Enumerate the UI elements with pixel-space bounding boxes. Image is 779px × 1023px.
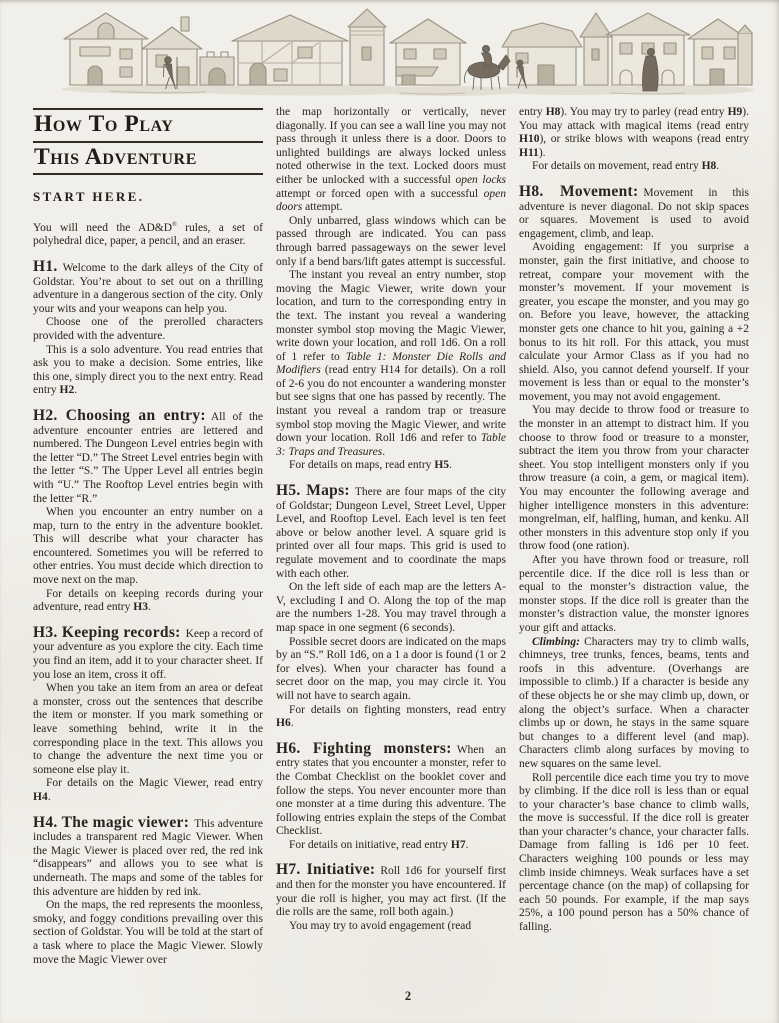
text-run: There are four maps of the city of Goldstar; Dungeon Level, Street Level, Upper Level, and Rooftop Level. Each level is ten feet above or below another level. A square grid is printed over all four maps. This grid is used to regulate movement and to coordinate the maps with each other.: [276, 486, 506, 580]
text-run: H4: [33, 790, 48, 803]
text-run: For details on fighting monsters, read entry: [289, 703, 506, 716]
text-run: Roll percentile dice each time you try to move by climbing. If the dice roll is less than or equal to your character’s base chance to climb walls, the move is successful. If the dice roll is greater than your character’s chance, your character falls. Damage from falling is 1d6 per 10 feet. Characters weighing 100 pounds or less may climb inside chimneys. Weak surfaces have a set percentage chance (on the map) of collapsing for each 50 pounds. For example, if the map says 25%, a 100 pound person has a 50% chance of falling.: [519, 771, 749, 934]
text-run: You may try to avoid engagement (read: [289, 919, 472, 932]
text-run: The instant you reveal an entry number, stop moving the Magic Viewer, write down your location, and turn to the corresponding entry in the text. The instant you reveal a wandering monster symbol stop moving the Magic Viewer, write down your location, and roll 1d6. On a roll of 1 refer to: [276, 269, 506, 363]
text-run: When an entry states that you encounter a monster, refer to the Combat Checklist on the booklet cover and follow the steps. You never encounter more than one monster at a time during this adventure. The following entries explain the steps of the Combat Checklist.: [276, 743, 506, 838]
column-right-text: [519, 106, 749, 935]
text-run: For details on movement, read entry: [532, 160, 702, 173]
text-run: entry: [519, 106, 546, 118]
text-run: .: [465, 838, 469, 851]
text-run: ).: [538, 146, 546, 159]
text-run: H3: [133, 601, 148, 614]
paragraph: [33, 506, 263, 588]
text-run: attempt or forced open with a successful: [276, 187, 484, 200]
section-heading: H7. Initiative:: [276, 861, 376, 879]
text-run: All of the adventure encounter entries are lettered and numbered. The Dungeon Level entries begin with the letter “D.” The Street Level entries begin with the letter “S.” The Upper Level all entries begin with “U.” The Rooftop Level entries begin with the letter “R.”: [33, 410, 263, 505]
column-middle: [276, 106, 506, 967]
text-run: Roll 1d6 for yourself first and then for the monster you have encountered. If your die roll is higher, you may act first. (If the die rolls are the same, roll both again.): [276, 865, 506, 919]
text-run: Welcome to the dark alleys of the City of Goldstar. You’re about to set out on a thrilling adventure in a dangerous section of the city. Only your wits and your weapons can help you.: [33, 262, 263, 315]
section-heading: H6. Fighting monsters:: [276, 739, 452, 757]
paragraph: [33, 344, 263, 398]
paragraph: [519, 241, 749, 404]
text-run: H6: [276, 717, 291, 730]
article-title: [33, 108, 263, 175]
text-run: H11: [519, 146, 539, 159]
text-run: After you have thrown food or treasure, roll percentile dice. If the dice roll is less than or equal to the monster’s distraction value, the monster stops. If the dice roll is greater than the monster’s distraction value, the monster ignores your gift and attacks.: [519, 554, 749, 634]
paragraph: [33, 899, 263, 967]
paragraph: [276, 581, 506, 635]
text-run: When you encounter an entry number on a map, turn to the entry in the adventure booklet. This will describe what your character has encountered. Sometimes you will be referred to other entries. You must decide which direction to move next on the map.: [33, 506, 263, 587]
text-run: .: [47, 790, 51, 803]
text-run: rules, a set of polyhedral dice, paper, a pencil, and an eraser.: [33, 221, 263, 248]
paragraph: [276, 106, 506, 215]
text-run: This adventure includes a transparent red Magic Viewer. When the Magic Viewer is placed over red, the red ink “disappears” and allows you to see what is underneath. The maps and some of the tables for this adventure are hidden by red ink.: [33, 817, 263, 898]
text-run: .: [716, 160, 720, 173]
text-run: .: [382, 445, 386, 458]
text-run: You will need the AD&D: [33, 221, 173, 234]
section-h3: [33, 623, 263, 682]
section-h8: [519, 182, 749, 241]
section-h1: [33, 260, 263, 316]
section-h4: [33, 813, 263, 900]
section-h5: [276, 484, 506, 581]
text-run: H2: [59, 384, 75, 397]
paragraph: [519, 554, 749, 636]
text-run: Characters may try to climb walls, chimneys, tree trunks, fences, beams, tents and roofs in this adventure. (Overhangs are impossible to climb.) If a character is beside any of these objects he or she may climb up, down, or along the object’s surface. When a character climbs up or down, he stays in the same square but changes to a different level (and map). Characters climb along surfaces by moving to new squares on the same level.: [519, 635, 749, 770]
text-run: .: [147, 601, 151, 614]
text-run: Keep a record of your adventure as you explore the city. Each time you find an item, add it to your character sheet. If you lose an item, cross it off.: [33, 627, 263, 681]
text-run: .: [449, 459, 452, 472]
section-heading: H3. Keeping records:: [33, 623, 181, 641]
text-run: Avoiding engagement: If you surprise a monster, gain the first initiative, and choose to retreat, compare your movement with the monster’s movement. If your movement is greater, you escape the monster, and you may go on. Before you leave, however, the attacking monster gets one chance to hit you, gaining a +2 bonus to its hit roll. For this attack, you must calculate your Armor Class as if you had no shield. Also, you cannot defend yourself. If your movement is less than or equal to the monster’s movement, you may not avoid engagement.: [519, 241, 749, 403]
text-run: When you take an item from an area or defeat a monster, cross out the sentences that describe the item or monster. If you mark something or leave something behind, write it in the corresponding place in the text. This allows you to change the adventure the next time you or someone else play it.: [33, 682, 263, 776]
text-run: ), or strike blows with weapons (read entry: [539, 133, 749, 146]
town-sketch-illustration: [50, 5, 754, 97]
title-line-2: This Adventure: [34, 143, 197, 170]
section-heading: H1.: [33, 258, 58, 276]
text-run: open doors: [276, 187, 506, 214]
paragraph: [33, 316, 263, 343]
section-heading: H5. Maps:: [276, 482, 350, 500]
text-run: On the maps, the red represents the moonless, smoky, and foggy conditions prevailing over this section of Goldstar. You will be told at the start of a task where to place the Magic Viewer. Slowly move the Magic Viewer over: [33, 899, 263, 966]
text-run: For details on the Magic Viewer, read entry: [46, 777, 263, 790]
column-left-text: [33, 218, 263, 967]
text-run: ®: [172, 221, 177, 228]
text-run: H5: [434, 459, 450, 472]
start-here-heading: START HERE.: [33, 189, 145, 204]
text-run: ). You may attack with magical items (read entry: [519, 106, 749, 132]
text-run: attempt.: [302, 201, 343, 214]
text-run: H8: [545, 106, 561, 118]
text-run: For details on initiative, read entry: [289, 838, 451, 851]
section-h6: [276, 739, 506, 839]
paragraph: [276, 636, 506, 704]
text-run: (read entry H14 for details). On a roll of 2-6 you do not encounter a wandering monster but see signs that one has passed by recently. The instant you reveal a random trap or treasure symbol stop moving the Magic Viewer, and write down your location. Roll 1d6 and refer to: [276, 364, 506, 445]
paragraph: [33, 588, 263, 615]
paragraph: [276, 459, 506, 473]
column-left: [33, 106, 263, 967]
paragraph: [276, 704, 506, 731]
paragraph: [276, 215, 506, 269]
paragraph: [33, 777, 263, 804]
paragraph: [33, 682, 263, 777]
column-right: [519, 106, 749, 967]
title-rule: [33, 173, 263, 175]
text-run: Only unbarred, glass windows which can be passed through are indicated. You can pass through barred passageways on the sewer level only if a bend bars/lift gates attempt is successful.: [276, 214, 506, 268]
paragraph: [519, 106, 749, 160]
text-run: .: [74, 384, 78, 397]
text-run: On the left side of each map are the letters A-V, excluding I and O. Along the top of the map are the numbers 1-28. You may travel through a map space in one segment (6 seconds).: [276, 581, 506, 634]
section-heading: H8. Movement:: [519, 182, 639, 200]
paragraph: [519, 404, 749, 554]
text-run: For details on maps, read entry: [289, 459, 435, 472]
text-run: Table 1: Monster Die Rolls and Modifiers: [276, 350, 506, 377]
text-run: This is a solo adventure. You read entries that ask you to make a decision. Some entries, like this one, simply direct you to the next entry. Read entry: [33, 343, 263, 397]
paragraph: [519, 160, 749, 174]
page-columns: [33, 106, 749, 967]
text-run: Table 3: Traps and Treasures: [276, 432, 506, 458]
text-run: H9: [727, 106, 743, 118]
text-run: ). You may try to parley (read entry: [560, 106, 728, 118]
text-run: H7: [450, 838, 466, 851]
text-run: Possible secret doors are indicated on the maps by an “S.” Roll 1d6, on a 1 a door is found (1 or 2 for elves). When your character has found a secret door on the map, you may circle it. You will not have to search again.: [276, 635, 506, 702]
text-run: Climbing:: [532, 635, 580, 648]
title-line-1: How To Play: [34, 111, 174, 137]
paragraph: [276, 920, 506, 934]
section-h7: [276, 863, 506, 919]
paragraph: [276, 839, 506, 853]
section-heading: H4. The magic viewer:: [33, 813, 190, 831]
text-run: H8: [701, 160, 717, 173]
section-h2: [33, 406, 263, 506]
text-run: open locks: [455, 173, 507, 186]
text-run: .: [290, 717, 294, 730]
text-run: the map horizontally or vertically, never diagonally. If you can see a wall line you may not pass through it unless there is a door. Doors to unlighted buildings are always locked unless noted otherwise in the text. Locked doors must either be unlocked with a successful: [276, 106, 506, 186]
text-run: Choose one of the prerolled characters provided with the adventure.: [33, 316, 263, 342]
page-number: 2: [404, 989, 412, 1003]
column-middle-text: [276, 106, 506, 933]
section-heading: H2. Choosing an entry:: [33, 406, 206, 424]
paragraph: [276, 269, 506, 459]
text-run: Movement in this adventure is never diagonal. Do not skip spaces or squares. Movement is used to avoid engagement, climb, and leap.: [519, 186, 749, 240]
text-run: You may decide to throw food or treasure to the monster in an attempt to distract him. If you choose to throw food or treasure to a monster, subtract the item you throw from your character sheet. You stop intelligent monsters only if you throw treasure (a coin, a gem, or magical item). You may encounter the following average and higher intelligence monsters in this adventure: mongrelman, elf, halfling, human, and kenku. All other monsters in this adventure stop only if you throw food (one ration).: [519, 404, 749, 553]
paragraph: [519, 636, 749, 772]
paragraph: [519, 772, 749, 935]
text-run: H10: [519, 133, 540, 146]
text-run: For details on keeping records during your adventure, read entry: [33, 587, 263, 614]
intro-paragraph: [33, 218, 263, 249]
